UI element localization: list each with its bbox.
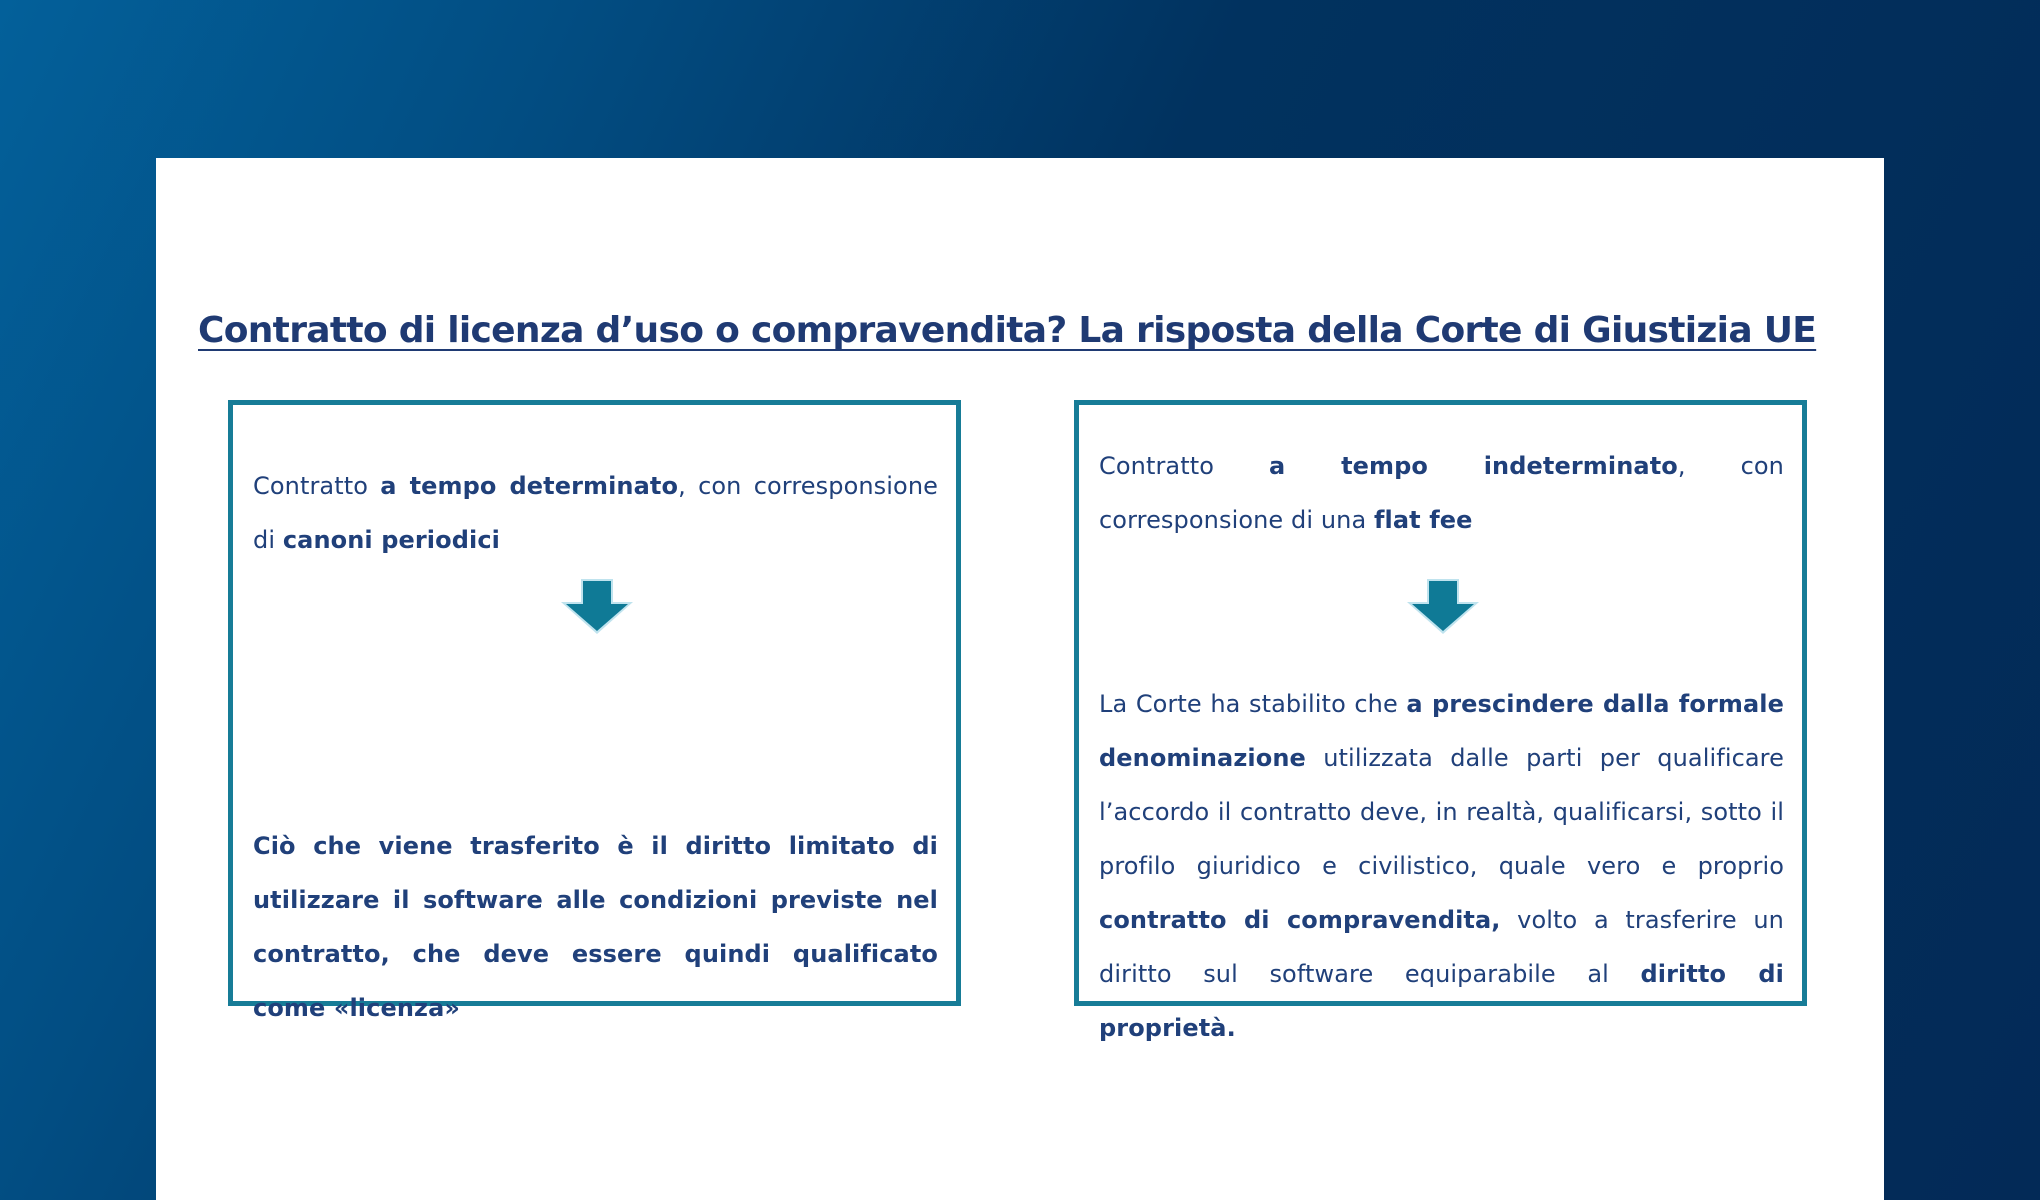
fixed-term-description [253, 459, 938, 567]
text-segment: volto a trasferire un diritto sul software equiparabile al [1099, 906, 1784, 988]
text-segment: Contratto [1099, 452, 1270, 480]
emphasis-license-conclusion: Ciò che viene trasferito è il diritto limitato di utilizzare il software alle condizioni previste nel contratto, che deve essere quindi qualificato come «licenza» [253, 832, 938, 1022]
page-title: Contratto di licenza d’uso o compravendita? La risposta della Corte di Giustizia UE [198, 310, 1817, 351]
sale-conclusion [1099, 677, 1784, 1055]
arrow-down-icon [1405, 578, 1481, 636]
emphasis-fixed-term: a tempo determinato [380, 472, 679, 500]
emphasis-periodic-fees: canoni periodici [282, 526, 500, 554]
license-conclusion [253, 819, 938, 1035]
text-segment: , con corresponsione di [253, 472, 938, 554]
fixed-term-contract-box [228, 400, 961, 1022]
emphasis-property-right: diritto di proprietà. [1099, 960, 1784, 1042]
emphasis-sale-contract: contratto di compravendita, [1099, 906, 1501, 934]
emphasis-formal-name: a prescindere dalla formale denominazione [1099, 690, 1784, 772]
emphasis-indefinite-term: a tempo indeterminato [1269, 452, 1678, 480]
emphasis-flat-fee: flat fee [1374, 506, 1473, 534]
slide [156, 158, 1884, 1200]
text-segment: , con corresponsione di una [1099, 452, 1784, 534]
indefinite-term-contract-box [1074, 400, 1807, 1042]
arrow-down-icon [559, 578, 635, 636]
text-segment: La Corte ha stabilito che [1099, 690, 1407, 718]
indefinite-term-description [1099, 439, 1784, 547]
text-segment: Contratto [253, 472, 381, 500]
text-segment: utilizzata dalle parti per qualificare l’accordo il contratto deve, in realtà, qualificarsi, sotto il profilo giuridico e civilistico, quale vero e proprio [1099, 744, 1784, 880]
